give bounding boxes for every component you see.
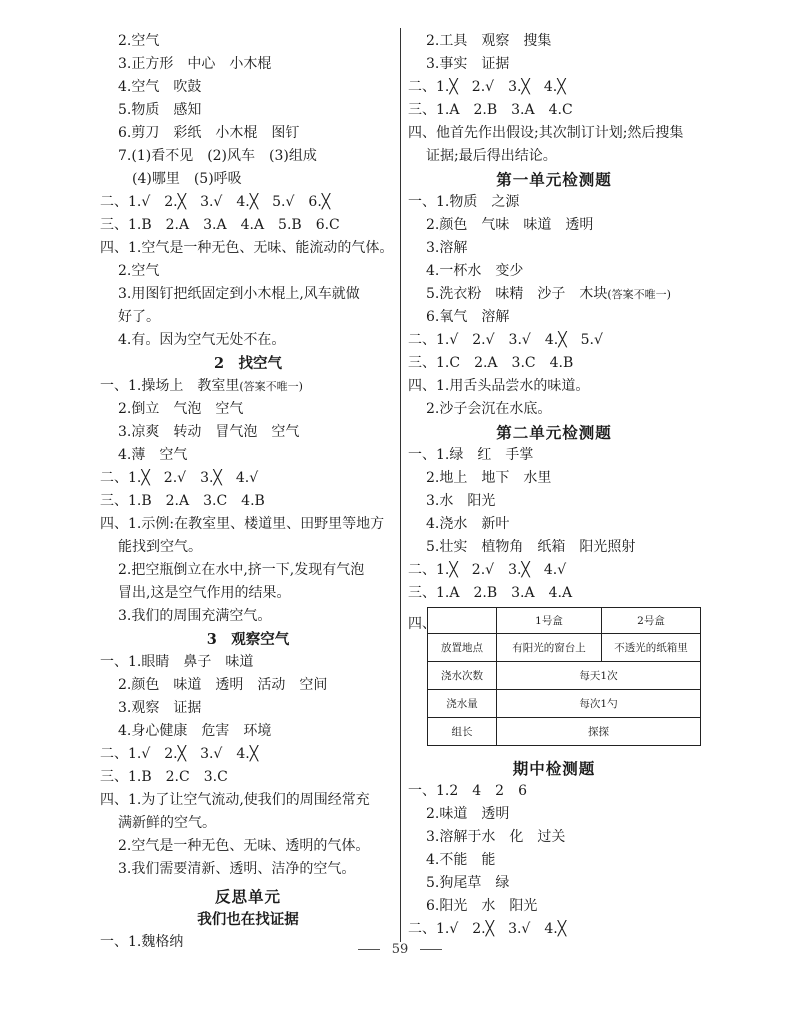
answer-line — [100, 99, 396, 122]
line-text: 4.空气 吹鼓 — [118, 79, 202, 95]
table-row — [428, 690, 701, 718]
answer-line — [100, 237, 396, 260]
line-text: 3.水 阳光 — [426, 493, 496, 509]
line-text: 6.阳光 水 阳光 — [426, 898, 538, 914]
line-text: 第一单元检测题 — [496, 170, 612, 189]
table-cell: 浇水次数 — [428, 662, 497, 690]
line-text: 一、1.眼睛 鼻子 味道 — [100, 654, 254, 670]
line-text: 6.剪刀 彩纸 小木棍 图钉 — [118, 125, 300, 141]
answer-line — [408, 99, 700, 122]
line-text: 3.正方形 中心 小木棍 — [118, 56, 272, 72]
line-text: 期中检测题 — [512, 759, 596, 778]
answer-line — [408, 444, 700, 467]
answer-line — [100, 76, 396, 99]
answer-line — [408, 872, 700, 895]
line-text: 四、1.示例:在教室里、楼道里、田野里等地方 — [100, 516, 385, 532]
line-text: 2.倒立 气泡 空气 — [118, 401, 244, 417]
line-text: 二、1.╳ 2.√ 3.╳ 4.╳ — [408, 79, 566, 95]
answer-line — [100, 743, 396, 766]
line-text: 能找到空气。 — [118, 539, 202, 555]
line-text: 我们也在找证据 — [197, 911, 299, 928]
line-text: 一、1.魏格纳 — [100, 934, 184, 950]
line-text: 四、1.空气是一种无色、无味、能流动的气体。 — [100, 240, 394, 256]
table-cell: 每次1勺 — [497, 690, 701, 718]
answer-line — [100, 605, 396, 628]
answer-line — [408, 122, 700, 145]
answer-line — [100, 375, 396, 398]
line-text: 3.溶解于水 化 过关 — [426, 829, 566, 845]
answer-line — [408, 352, 700, 375]
answer-line — [408, 214, 700, 237]
table-cell: 每天1次 — [497, 662, 701, 690]
line-text: 2.空气 — [118, 33, 160, 49]
answer-line — [100, 145, 396, 168]
line-text: (4)哪里 (5)呼吸 — [132, 171, 242, 187]
footer-dash-right — [420, 949, 442, 950]
answer-line — [408, 918, 700, 941]
experiment-table — [427, 607, 701, 746]
right-column-bottom — [408, 757, 700, 941]
line-text: 7.(1)看不见 (2)风车 (3)组成 — [118, 148, 317, 164]
answer-line — [100, 260, 396, 283]
experiment-table-block — [408, 607, 700, 753]
line-text: 3.溶解 — [426, 240, 468, 256]
line-text: 4.浇水 新叶 — [426, 516, 510, 532]
line-text: 5.洗衣粉 味精 沙子 木块 — [426, 286, 608, 302]
table-header-cell — [428, 608, 497, 634]
answer-line — [408, 398, 700, 421]
answer-line — [408, 849, 700, 872]
answer-line — [408, 76, 700, 99]
line-text: 三、1.B 2.C 3.C — [100, 769, 228, 785]
line-text: 4.一杯水 变少 — [426, 263, 524, 279]
answer-line — [100, 168, 396, 191]
answer-line — [100, 697, 396, 720]
line-text: 4.不能 能 — [426, 852, 496, 868]
section-heading — [408, 757, 700, 780]
right-column — [408, 30, 700, 941]
footer-dash-left — [358, 949, 380, 950]
answer-line — [100, 513, 396, 536]
answer-line — [100, 283, 396, 306]
line-text: 2.空气是一种无色、无味、透明的气体。 — [118, 838, 370, 854]
line-text: 5.物质 感知 — [118, 102, 202, 118]
section-heading — [100, 628, 396, 651]
line-text: 四、1.用舌头品尝水的味道。 — [408, 378, 590, 394]
answer-line — [408, 826, 700, 849]
line-text: 三、1.B 2.A 3.A 4.A 5.B 6.C — [100, 217, 340, 233]
answer-line — [408, 237, 700, 260]
table-header-row — [428, 608, 701, 634]
answer-line — [100, 812, 396, 835]
answer-line — [408, 53, 700, 76]
line-text: 2 找空气 — [213, 355, 283, 372]
section-heading — [100, 352, 396, 375]
line-text: 5.壮实 植物角 纸箱 阳光照射 — [426, 539, 636, 555]
line-text: 2.空气 — [118, 263, 160, 279]
answer-line — [100, 306, 396, 329]
answer-line — [408, 490, 700, 513]
line-text: 四、1.为了让空气流动,使我们的周围经常充 — [100, 792, 370, 808]
line-text: 三、1.A 2.B 3.A 4.A — [408, 585, 573, 601]
answer-line — [408, 191, 700, 214]
line-text: 3.我们需要清新、透明、洁净的空气。 — [118, 861, 356, 877]
answer-line — [408, 260, 700, 283]
line-text: 二、1.√ 2.√ 3.√ 4.╳ 5.√ — [408, 332, 603, 348]
line-text: 一、1.物质 之源 — [408, 194, 520, 210]
answer-line — [100, 398, 396, 421]
line-text: 3.凉爽 转动 冒气泡 空气 — [118, 424, 300, 440]
line-text: 二、1.√ 2.╳ 3.√ 4.╳ 5.√ 6.╳ — [100, 194, 331, 210]
answer-line — [100, 329, 396, 352]
section-heading — [408, 421, 700, 444]
line-text: 2.沙子会沉在水底。 — [426, 401, 552, 417]
line-text: 二、1.╳ 2.√ 3.╳ 4.√ — [408, 562, 567, 578]
answer-line — [100, 789, 396, 812]
line-text: 第二单元检测题 — [496, 423, 612, 442]
answer-line — [100, 214, 396, 237]
line-text: 4.身心健康 危害 环境 — [118, 723, 272, 739]
line-text: 证据;最后得出结论。 — [426, 148, 557, 164]
table-cell: 组长 — [428, 718, 497, 746]
line-text: 冒出,这是空气作用的结果。 — [118, 585, 291, 601]
answer-note: (答案不唯一) — [607, 288, 671, 301]
section-heading — [100, 885, 396, 908]
answer-line — [100, 674, 396, 697]
line-text: 6.氧气 溶解 — [426, 309, 510, 325]
page-footer — [0, 942, 800, 957]
right-column-top — [408, 30, 700, 605]
line-text: 四、他首先作出假设;其次制订计划;然后搜集 — [408, 125, 684, 141]
line-text: 一、1.2 4 2 6 — [408, 783, 527, 799]
table-cell: 浇水量 — [428, 690, 497, 718]
answer-line — [408, 895, 700, 918]
line-text: 5.狗尾草 绿 — [426, 875, 510, 891]
table-question-label: 四、 — [408, 616, 436, 632]
line-text: 3.事实 证据 — [426, 56, 510, 72]
answer-line — [100, 858, 396, 881]
line-text: 2.颜色 气味 味道 透明 — [426, 217, 594, 233]
answer-line — [100, 122, 396, 145]
answer-line — [408, 582, 700, 605]
answer-line — [408, 803, 700, 826]
line-text: 一、1.绿 红 手掌 — [408, 447, 534, 463]
answer-line — [100, 421, 396, 444]
line-text: 一、1.操场上 教室里 — [100, 378, 240, 394]
answer-line — [408, 329, 700, 352]
answer-line — [100, 490, 396, 513]
answer-line — [408, 145, 700, 168]
answer-line — [100, 720, 396, 743]
line-text: 4.薄 空气 — [118, 447, 188, 463]
answer-line — [100, 53, 396, 76]
column-divider — [400, 28, 401, 942]
answer-line — [408, 536, 700, 559]
answer-line — [100, 559, 396, 582]
answer-line — [100, 191, 396, 214]
table-header-cell: 1号盒 — [497, 608, 602, 634]
table-cell: 不透光的纸箱里 — [602, 634, 701, 662]
line-text: 二、1.╳ 2.√ 3.╳ 4.√ — [100, 470, 259, 486]
answer-line — [100, 651, 396, 674]
line-text: 2.颜色 味道 透明 活动 空间 — [118, 677, 328, 693]
page-number: 59 — [391, 942, 409, 957]
line-text: 二、1.√ 2.╳ 3.√ 4.╳ — [408, 921, 567, 937]
answer-line — [100, 467, 396, 490]
answer-line — [408, 283, 700, 306]
line-text: 好了。 — [118, 309, 160, 325]
line-text: 3.我们的周围充满空气。 — [118, 608, 272, 624]
table-cell: 放置地点 — [428, 634, 497, 662]
line-text: 二、1.√ 2.╳ 3.√ 4.╳ — [100, 746, 259, 762]
answer-line — [408, 513, 700, 536]
section-heading — [408, 168, 700, 191]
line-text: 4.有。因为空气无处不在。 — [118, 332, 286, 348]
answer-line — [100, 536, 396, 559]
answer-note: (答案不唯一) — [239, 380, 303, 393]
table-row — [428, 718, 701, 746]
answer-line — [408, 467, 700, 490]
answer-line — [408, 30, 700, 53]
table-cell: 探探 — [497, 718, 701, 746]
line-text: 2.把空瓶倒立在水中,挤一下,发现有气泡 — [118, 562, 365, 578]
line-text: 2.工具 观察 搜集 — [426, 33, 552, 49]
line-text: 3 观察空气 — [206, 631, 290, 648]
table-row — [428, 634, 701, 662]
answer-line — [408, 375, 700, 398]
left-column — [100, 30, 396, 954]
line-text: 反思单元 — [214, 887, 281, 906]
answer-line — [100, 444, 396, 467]
table-header-cell: 2号盒 — [602, 608, 701, 634]
table-cell: 有阳光的窗台上 — [497, 634, 602, 662]
answer-line — [100, 766, 396, 789]
answer-line — [100, 30, 396, 53]
line-text: 三、1.C 2.A 3.C 4.B — [408, 355, 574, 371]
section-heading — [100, 908, 396, 931]
line-text: 2.地上 地下 水里 — [426, 470, 552, 486]
line-text: 3.观察 证据 — [118, 700, 202, 716]
answer-line — [100, 582, 396, 605]
answer-line — [100, 835, 396, 858]
line-text: 满新鲜的空气。 — [118, 815, 216, 831]
answer-line — [408, 780, 700, 803]
line-text: 三、1.A 2.B 3.A 4.C — [408, 102, 573, 118]
table-row — [428, 662, 701, 690]
answer-line — [408, 306, 700, 329]
line-text: 三、1.B 2.A 3.C 4.B — [100, 493, 265, 509]
line-text: 3.用图钉把纸固定到小木棍上,风车就做 — [118, 286, 360, 302]
line-text: 2.味道 透明 — [426, 806, 510, 822]
answer-line — [408, 559, 700, 582]
